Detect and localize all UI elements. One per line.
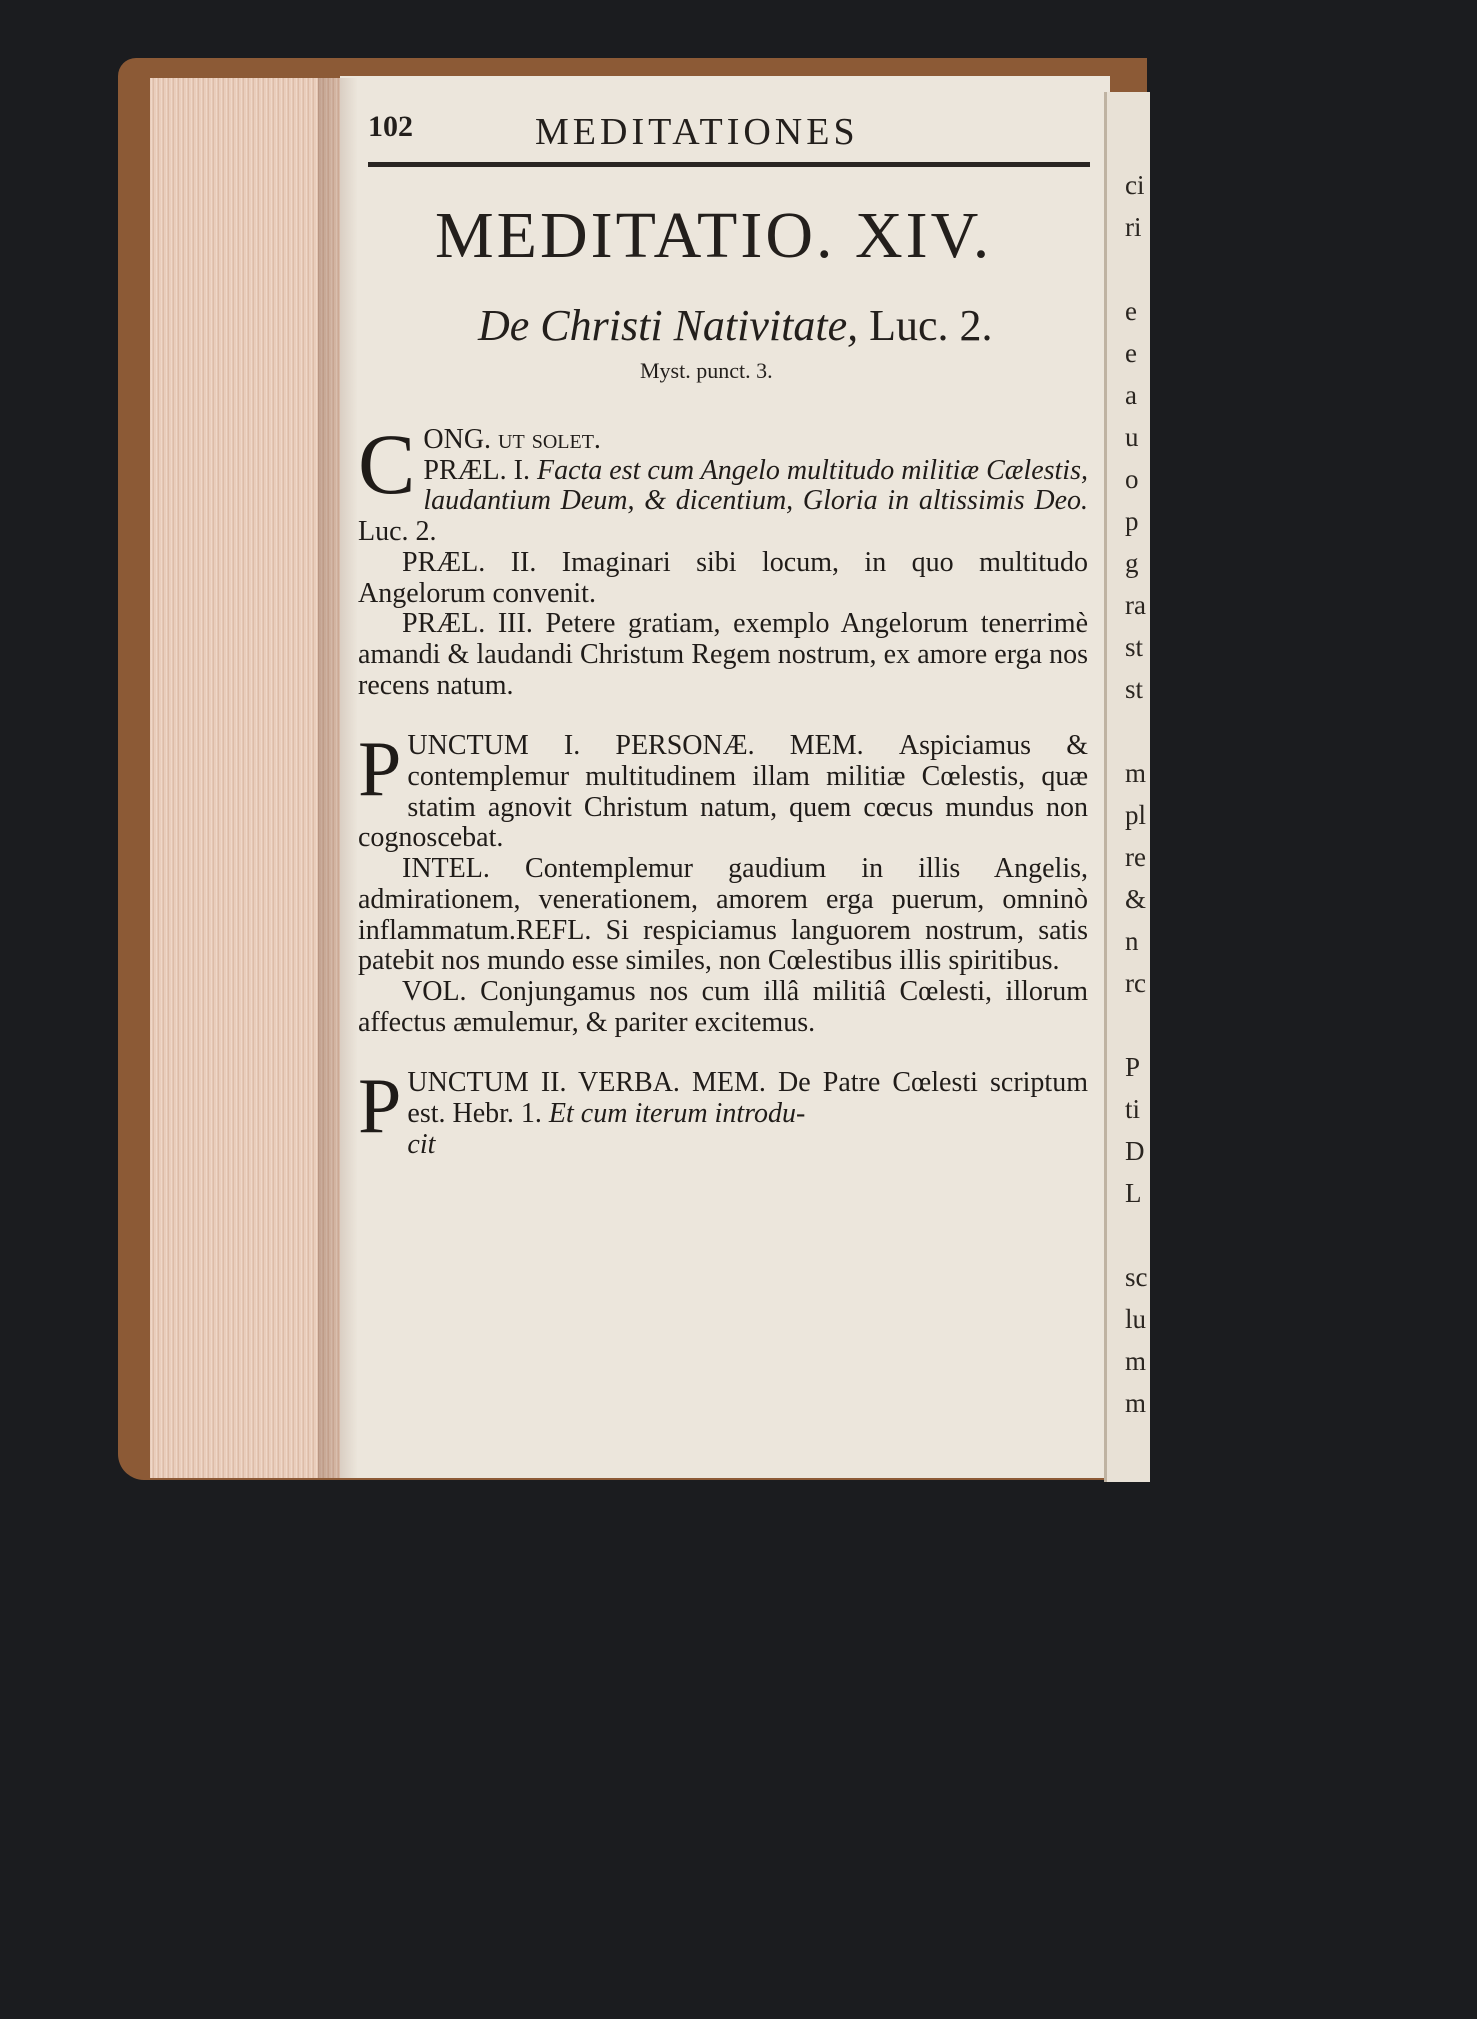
- running-head: MEDITATIONES: [535, 111, 859, 153]
- subtitle-italic: De Christi Nativitate,: [478, 301, 859, 350]
- facing-page-fragment: [1125, 1220, 1150, 1262]
- facing-page-fragment: &: [1125, 884, 1147, 914]
- facing-page-fragment: re: [1125, 842, 1146, 872]
- punctum-1-paragraph: [358, 725, 1088, 854]
- facing-page-fragment: m: [1125, 758, 1147, 788]
- facing-page-fragment: ci: [1125, 170, 1145, 200]
- punctum-2-text: De Patre Cœlesti scriptum est. Hebr. 1.: [407, 1067, 1088, 1130]
- prael-1-label: PRÆL. I.: [423, 454, 537, 486]
- facing-page-fragment: P: [1125, 1052, 1141, 1082]
- section-gap: [358, 701, 1088, 731]
- page-edges: [150, 78, 340, 1478]
- facing-page-fragment: o: [1125, 464, 1139, 494]
- facing-page-fragment: lu: [1125, 1304, 1147, 1334]
- vol-label: VOL.: [402, 975, 481, 1007]
- facing-page-fragment: sc: [1125, 1262, 1148, 1292]
- subtitle-reference: Luc. 2.: [858, 301, 993, 350]
- facing-page-fragment: pl: [1125, 800, 1147, 830]
- page-body: [358, 416, 1089, 1160]
- facing-page-fragment: u: [1125, 422, 1139, 452]
- prael-1-ref: Luc. 2.: [358, 516, 437, 548]
- facing-page-fragment: st: [1125, 674, 1144, 704]
- facing-page-edge: [1104, 92, 1150, 1482]
- facing-page-fragment: a: [1125, 380, 1137, 410]
- catchword: cit: [407, 1128, 436, 1160]
- facing-page-fragment: p: [1125, 506, 1139, 536]
- vol-text: Conjungamus nos cum illâ militiâ Cœlesti, illorum affectus æmulemur, & pariter excitemus.: [358, 975, 1089, 1038]
- header-rule: [368, 162, 1090, 167]
- punctum-1-mem: Aspiciamus & contemplemur multitudinem illam militiæ Cœlestis, quæ statim agnovit Christum natum, quem cœcus mundus non cognoscebat.: [358, 730, 1088, 854]
- cong-text: ONG. ut solet.: [423, 424, 601, 455]
- prael-3-label: PRÆL. III.: [402, 608, 546, 640]
- facing-page-fragment: st: [1125, 632, 1144, 662]
- meditation-subtitle: [478, 300, 993, 351]
- drop-cap-c: C: [358, 416, 416, 512]
- prael-2-text: Imaginari sibi locum, in quo multitudo Angelorum convenit.: [358, 546, 1088, 609]
- facing-page-fragment: [1125, 1010, 1150, 1052]
- facing-page-fragment: ri: [1125, 212, 1142, 242]
- page-number: 102: [368, 110, 413, 143]
- intel-label: INTEL.: [402, 853, 526, 885]
- punctum-2-italic: Et cum iterum introdu-: [548, 1098, 806, 1130]
- prael-2-label: PRÆL. II.: [402, 546, 562, 578]
- intel-text: Contemplemur gaudium in illis Angelis, admirationem, venerationem, amorem erga puerum, omninò inflammatum.: [358, 853, 1089, 946]
- cong-paragraph: [358, 416, 1088, 548]
- refl-text: Si respiciamus languorem nostrum, satis patebit nos mundo esse similes, non Cœlestibus illis spiritibus.: [358, 914, 1088, 977]
- mystery-point: Myst. punct. 3.: [640, 358, 773, 383]
- section-gap: [358, 1038, 1088, 1068]
- vol-paragraph: [358, 977, 1088, 1038]
- prael-1-text: Facta est cum Angelo multitudo militiæ Cælestis, laudantium Deum, & dicentium, Gloria in altissimis Deo.: [423, 454, 1088, 517]
- facing-page-fragment: rc: [1125, 968, 1146, 998]
- facing-page-fragment: D: [1125, 1136, 1145, 1166]
- prael-3-paragraph: [358, 609, 1088, 701]
- intel-paragraph: [358, 854, 1088, 977]
- facing-page-fragment: [1125, 716, 1150, 758]
- meditation-title: MEDITATIO. XIV.: [435, 199, 993, 272]
- facing-page-fragment: e: [1125, 296, 1137, 326]
- facing-page-fragment: [1125, 254, 1150, 296]
- facing-page-fragment: L: [1125, 1178, 1142, 1208]
- facing-page-fragment: e: [1125, 338, 1137, 368]
- gutter-shadow: [318, 78, 358, 1478]
- prael-2-paragraph: [358, 548, 1088, 609]
- drop-cap-p: P: [358, 1062, 402, 1150]
- facing-page-fragment: ti: [1125, 1094, 1141, 1124]
- facing-page-fragment: ra: [1125, 590, 1146, 620]
- facing-page-fragment: m: [1125, 1346, 1147, 1376]
- punctum-2-head: UNCTUM II. VERBA. MEM.: [407, 1067, 779, 1099]
- facing-page-fragment: g: [1125, 548, 1139, 578]
- prael-3-text: Petere gratiam, exemplo Angelorum tenerrimè amandi & laudandi Christum Regem nostrum, ex amore erga nos recens natum.: [358, 608, 1088, 701]
- facing-page-fragment: m: [1125, 1388, 1147, 1418]
- drop-cap-p: P: [358, 725, 402, 813]
- refl-label: REFL.: [515, 914, 606, 946]
- punctum-1-head: UNCTUM I. PERSONÆ. MEM.: [407, 730, 899, 762]
- facing-page-fragment: n: [1125, 926, 1139, 956]
